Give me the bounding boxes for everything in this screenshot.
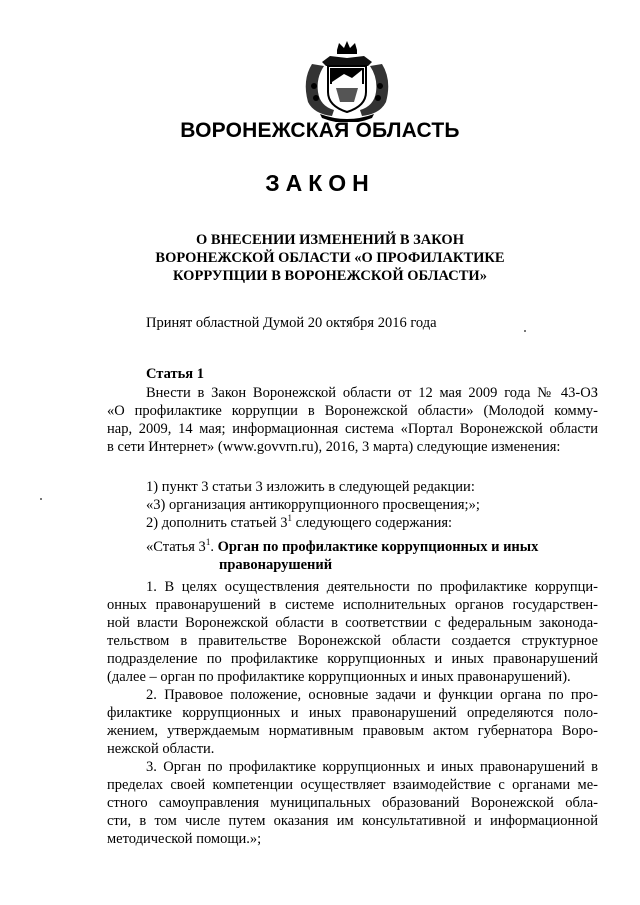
text-line: стного самоуправления муниципальных образований Воронежской обла- [107,795,598,811]
text-line: методической помощи.»; [107,831,262,847]
text-line [107,514,598,532]
text-fragment: 2) дополнить статьей 3 [146,515,288,531]
coat-of-arms-emblem [292,40,402,122]
new-article-heading [107,538,598,574]
region-heading: ВОРОНЕЖСКАЯ ОБЛАСТЬ [180,119,460,142]
text-line: филактике коррупционных и иных правонарушений определяются поло- [107,705,598,721]
text-fragment: следующего содержания: [292,515,453,531]
text-line: нар, 2009, 14 мая; информационная система «Портал Воронежской области [107,421,598,437]
article-heading: Статья 1 [146,366,204,382]
text-line: сти, в том числе путем оказания им консультативной и информационной [107,813,598,829]
text-line: 1) пункт 3 статьи 3 изложить в следующей редакции: [146,479,475,495]
text-line: нежской области. [107,741,215,757]
law-title-line: ВОРОНЕЖСКОЙ ОБЛАСТИ «О ПРОФИЛАКТИКЕ [155,250,505,266]
text-line: пределах своей компетенции осуществляет взаимодействие с органами ме- [107,777,598,793]
text-line: 3. Орган по профилактике коррупционных и иных правонарушений в [146,759,598,775]
scan-speck [524,330,526,332]
superscript: 1 [205,537,211,547]
text-line: жением, утверждаемым нормативным правовым актом губернатора Воро- [107,723,598,739]
superscript: 1 [287,513,293,523]
new-article-title: Орган по профилактике коррупционных и иных [217,539,539,555]
text-line: онных правонарушений в системе исполнительных органов государствен- [107,597,598,613]
law-heading: ЗАКОН [265,170,375,196]
adoption-date: Принят областной Думой 20 октября 2016 года [146,315,437,331]
text-line: «3) организация антикоррупционного просвещения;»; [146,497,480,513]
text-line: Внести в Закон Воронежской области от 12 мая 2009 года № 43-ОЗ [146,385,598,401]
text-line [107,538,598,556]
law-title [120,231,540,285]
text-fragment: «Статья 3 [146,539,206,555]
text-line: (далее – орган по профилактике коррупционных и иных правонарушений). [107,669,571,685]
paragraph-2 [107,686,598,758]
text-line: в сети Интернет» (www.govvrn.ru), 2016, 3 марта) следующие изменения: [107,439,561,455]
paragraph-1 [107,578,598,686]
text-line: 2. Правовое положение, основные задачи и функции органа по про- [146,687,598,703]
text-line: «О профилактике коррупции в Воронежской области» (Молодой комму- [107,403,598,419]
text-fragment: . [210,539,218,555]
law-title-line: КОРРУПЦИИ В ВОРОНЕЖСКОЙ ОБЛАСТИ» [173,268,487,284]
intro-paragraph [107,384,598,456]
new-article-title: правонарушений [219,557,333,573]
amendment-items [107,478,598,532]
text-line: ной власти Воронежской области в соответствии с федеральным законода- [107,615,598,631]
law-title-line: О ВНЕСЕНИИ ИЗМЕНЕНИЙ В ЗАКОН [196,232,464,248]
text-line: тельством в правительстве Воронежской области создается структурное [107,633,598,649]
paragraph-3 [107,758,598,848]
text-line: подразделение по профилактике коррупционных и иных правонарушений [107,651,598,667]
text-line: 1. В целях осуществления деятельности по профилактике коррупци- [146,579,598,595]
scan-speck [40,498,42,500]
